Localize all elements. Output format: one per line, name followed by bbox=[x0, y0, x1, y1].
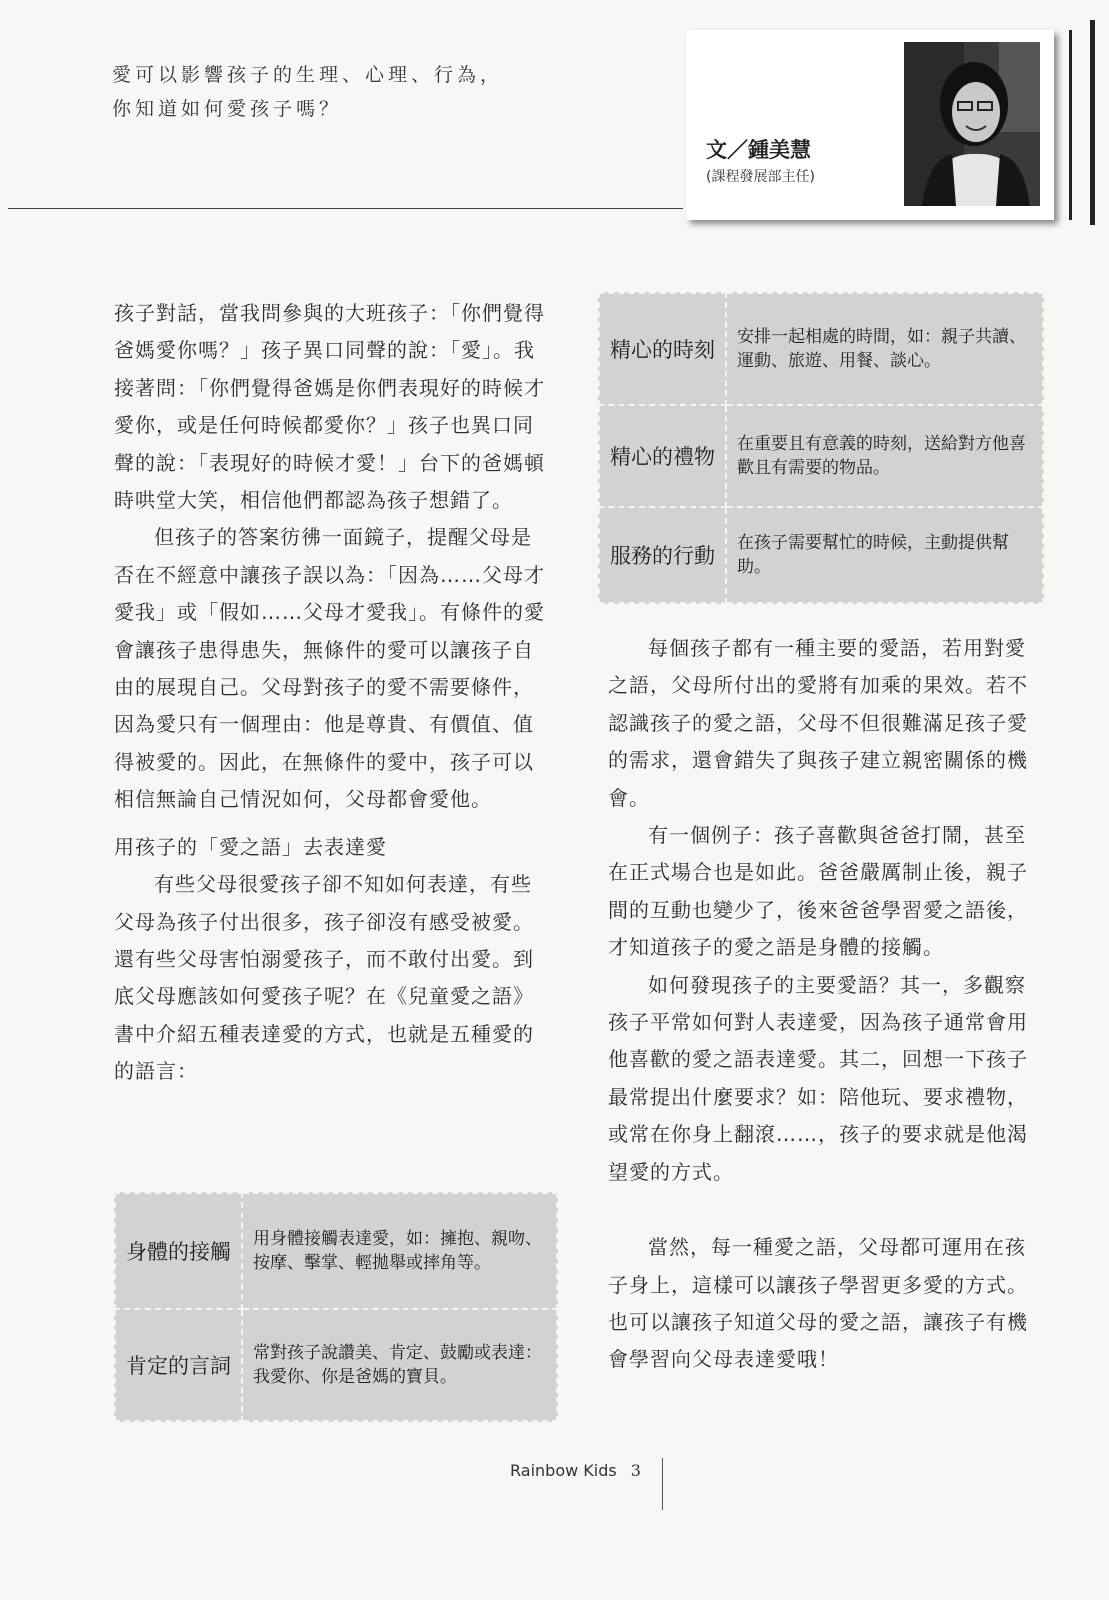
magazine-name: Rainbow Kids bbox=[510, 1461, 617, 1480]
author-role: (課程發展部主任) bbox=[706, 169, 815, 185]
page-edge-mark bbox=[1090, 20, 1095, 225]
table-row bbox=[599, 507, 1043, 603]
love-language-label: 精心的時刻 bbox=[599, 293, 726, 405]
footer-divider bbox=[662, 1458, 663, 1510]
page-number: 3 bbox=[630, 1461, 641, 1480]
right-column bbox=[608, 630, 1038, 1379]
author-byline: 文／鍾美慧 bbox=[706, 138, 811, 162]
left-paragraph-1: 孩子對話，當我問參與的大班孩子：「你們覺得爸媽愛你嗎？」孩子異口同聲的說：「愛」。我接著問：「你們覺得爸媽是你們表現好的時候才愛你，或是任何時候都愛你？」孩子也異口同聲的說：「表現好的時候才愛！」台下的爸媽頓時哄堂大笑，相信他們都認為孩子想錯了。 bbox=[114, 301, 545, 513]
table-row bbox=[115, 1309, 557, 1421]
love-language-desc: 在重要且有意義的時刻，送給對方他喜歡且有需要的物品。 bbox=[726, 405, 1043, 507]
left-column bbox=[114, 295, 550, 1091]
intro-tagline bbox=[112, 58, 503, 126]
love-languages-table-left bbox=[114, 1192, 558, 1422]
page-footer bbox=[510, 1461, 641, 1480]
love-languages-table-right bbox=[598, 292, 1044, 604]
paragraph-gap bbox=[608, 1191, 1038, 1229]
right-paragraph-4: 當然，每一種愛之語，父母都可運用在孩子身上，這樣可以讓孩子學習更多愛的方式。也可以讓孩子知道父母的愛之語，讓孩子有機會學習向父母表達愛哦！ bbox=[608, 1235, 1028, 1372]
intro-line-1: 愛可以影響孩子的生理、心理、行為， bbox=[112, 64, 504, 86]
intro-line-2: 你知道如何愛孩子嗎？ bbox=[112, 98, 343, 120]
love-language-desc: 在孩子需要幫忙的時候，主動提供幫助。 bbox=[726, 507, 1043, 603]
love-language-desc: 安排一起相處的時間，如：親子共讀、運動、旅遊、用餐、談心。 bbox=[726, 293, 1043, 405]
love-language-label: 肯定的言詞 bbox=[115, 1309, 242, 1421]
left-paragraph-2: 但孩子的答案彷彿一面鏡子，提醒父母是否在不經意中讓孩子誤以為：「因為……父母才愛我」或「假如……父母才愛我」。有條件的愛會讓孩子患得患失，無條件的愛可以讓孩子自由的展現自己。父母對孩子的愛不需要條件，因為愛只有一個理由：他是尊貴、有價值、值得被愛的。因此，在無條件的愛中，孩子可以相信無論自己情況如何，父母都會愛他。 bbox=[114, 525, 545, 812]
author-photo bbox=[904, 42, 1040, 206]
love-language-label: 精心的禮物 bbox=[599, 405, 726, 507]
love-language-label: 服務的行動 bbox=[599, 507, 726, 603]
header-divider bbox=[8, 208, 683, 209]
section-subhead: 用孩子的「愛之語」去表達愛 bbox=[114, 834, 387, 859]
left-paragraph-3: 有些父母很愛孩子卻不知如何表達，有些父母為孩子付出很多，孩子卻沒有感受被愛。還有些父母害怕溺愛孩子，而不敢付出愛。到底父母應該如何愛孩子呢？在《兒童愛之語》書中介紹五種表達愛的方式，也就是五種愛的的語言： bbox=[114, 872, 534, 1084]
love-language-desc: 常對孩子說讚美、肯定、鼓勵或表達：我愛你、你是爸媽的寶貝。 bbox=[242, 1309, 557, 1421]
author-card bbox=[686, 30, 1054, 220]
table-row bbox=[599, 293, 1043, 405]
right-paragraph-2: 有一個例子：孩子喜歡與爸爸打鬧，甚至在正式場合也是如此。爸爸嚴厲制止後，親子間的互動也變少了，後來爸爸學習愛之語後，才知道孩子的愛之語是身體的接觸。 bbox=[608, 823, 1028, 960]
table-row bbox=[599, 405, 1043, 507]
table-row bbox=[115, 1193, 557, 1309]
right-paragraph-1: 每個孩子都有一種主要的愛語，若用對愛之語，父母所付出的愛將有加乘的果效。若不認識孩子的愛之語，父母不但很難滿足孩子愛的需求，還會錯失了與孩子建立親密關係的機會。 bbox=[608, 636, 1028, 810]
love-language-label: 身體的接觸 bbox=[115, 1193, 242, 1309]
love-language-desc: 用身體接觸表達愛，如：擁抱、親吻、按摩、擊掌、輕拋舉或摔角等。 bbox=[242, 1193, 557, 1309]
right-paragraph-3: 如何發現孩子的主要愛語？其一，多觀察孩子平常如何對人表達愛，因為孩子通常會用他喜歡的愛之語表達愛。其二，回想一下孩子最常提出什麼要求？如：陪他玩、要求禮物，或常在你身上翻滾……，孩子的要求就是他渴望愛的方式。 bbox=[608, 972, 1028, 1184]
